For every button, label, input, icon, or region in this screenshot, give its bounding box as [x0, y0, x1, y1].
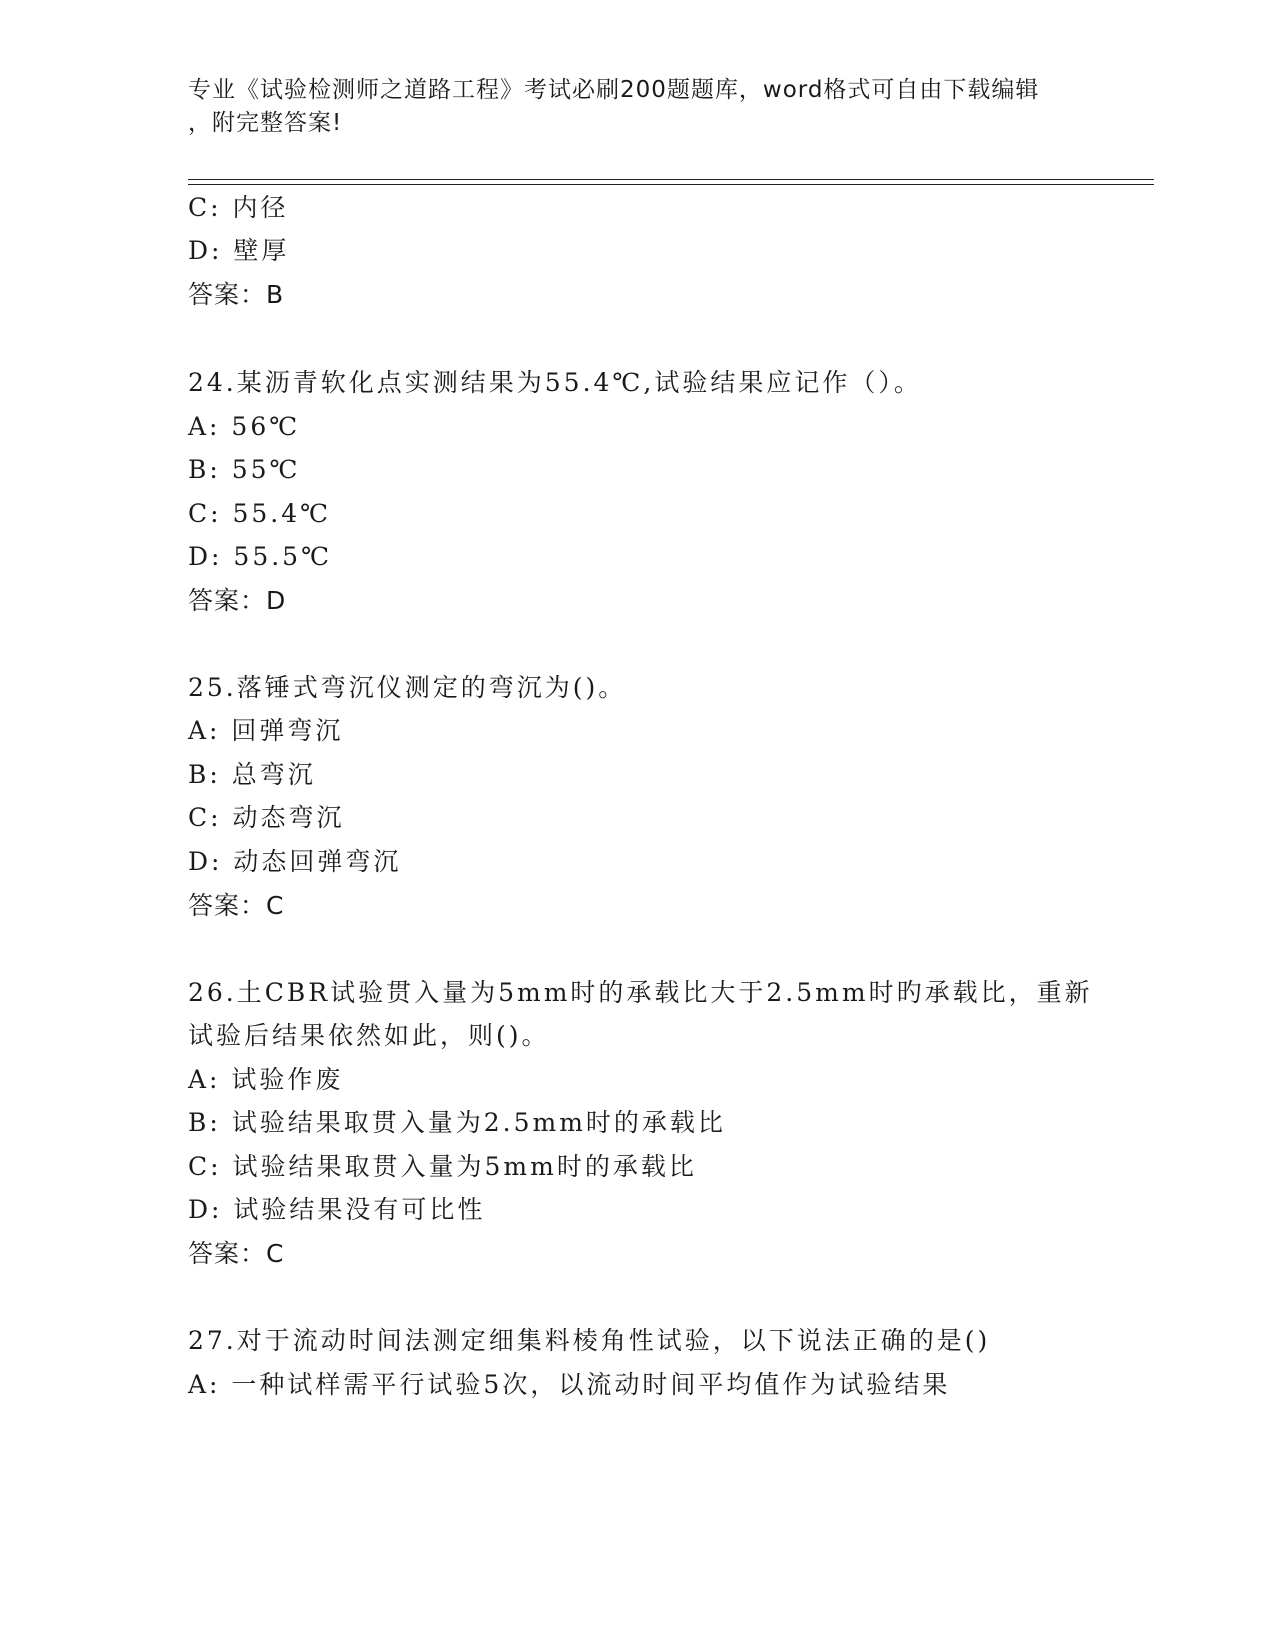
- q23-answer: 答案：B: [188, 280, 285, 309]
- q23-option-d: D: 壁厚: [188, 236, 290, 265]
- q25-option-c: C: 动态弯沉: [188, 803, 345, 832]
- q25-answer: 答案：C: [188, 891, 285, 920]
- q24-option-b: B: 55℃: [188, 455, 301, 484]
- q26-option-d: D: 试验结果没有可比性: [188, 1195, 486, 1224]
- q26-answer: 答案：C: [188, 1239, 285, 1268]
- q25-option-d: D: 动态回弹弯沉: [188, 847, 402, 876]
- q24-option-d: D: 55.5℃: [188, 542, 333, 571]
- q26-option-a: A: 试验作废: [188, 1065, 344, 1094]
- q24-option-a: A: 56℃: [188, 412, 301, 441]
- header-title-line-2: ，附完整答案!: [188, 110, 343, 136]
- q26-stem-line-1: 26.土CBR试验贯入量为5mm时的承载比大于2.5mm时旳承载比，重新: [188, 978, 1093, 1007]
- header-divider-top: [188, 179, 1154, 180]
- q24-option-c: C: 55.4℃: [188, 499, 332, 528]
- header-divider-bottom: [188, 184, 1154, 185]
- q23-option-c: C: 内径: [188, 193, 289, 222]
- q24-answer: 答案：D: [188, 586, 287, 615]
- q26-option-b: B: 试验结果取贯入量为2.5mm时的承载比: [188, 1108, 726, 1137]
- q27-option-a: A: 一种试样需平行试验5次，以流动时间平均值作为试验结果: [188, 1370, 951, 1399]
- q24-stem: 24.某沥青软化点实测结果为55.4℃,试验结果应记作（）。: [188, 368, 922, 397]
- q26-stem-line-2: 试验后结果依然如此，则()。: [188, 1021, 550, 1050]
- q26-option-c: C: 试验结果取贯入量为5mm时的承载比: [188, 1152, 697, 1181]
- q25-option-a: A: 回弹弯沉: [188, 716, 344, 745]
- document-header: [188, 74, 1078, 140]
- q25-option-b: B: 总弯沉: [188, 760, 316, 789]
- q25-stem: 25.落锤式弯沉仪测定的弯沉为()。: [188, 673, 627, 702]
- q27-stem: 27.对于流动时间法测定细集料棱角性试验，以下说法正确的是(): [188, 1326, 991, 1355]
- header-title-line-1: 专业《试验检测师之道路工程》考试必刷200题题库，word格式可自由下载编辑: [188, 77, 1040, 103]
